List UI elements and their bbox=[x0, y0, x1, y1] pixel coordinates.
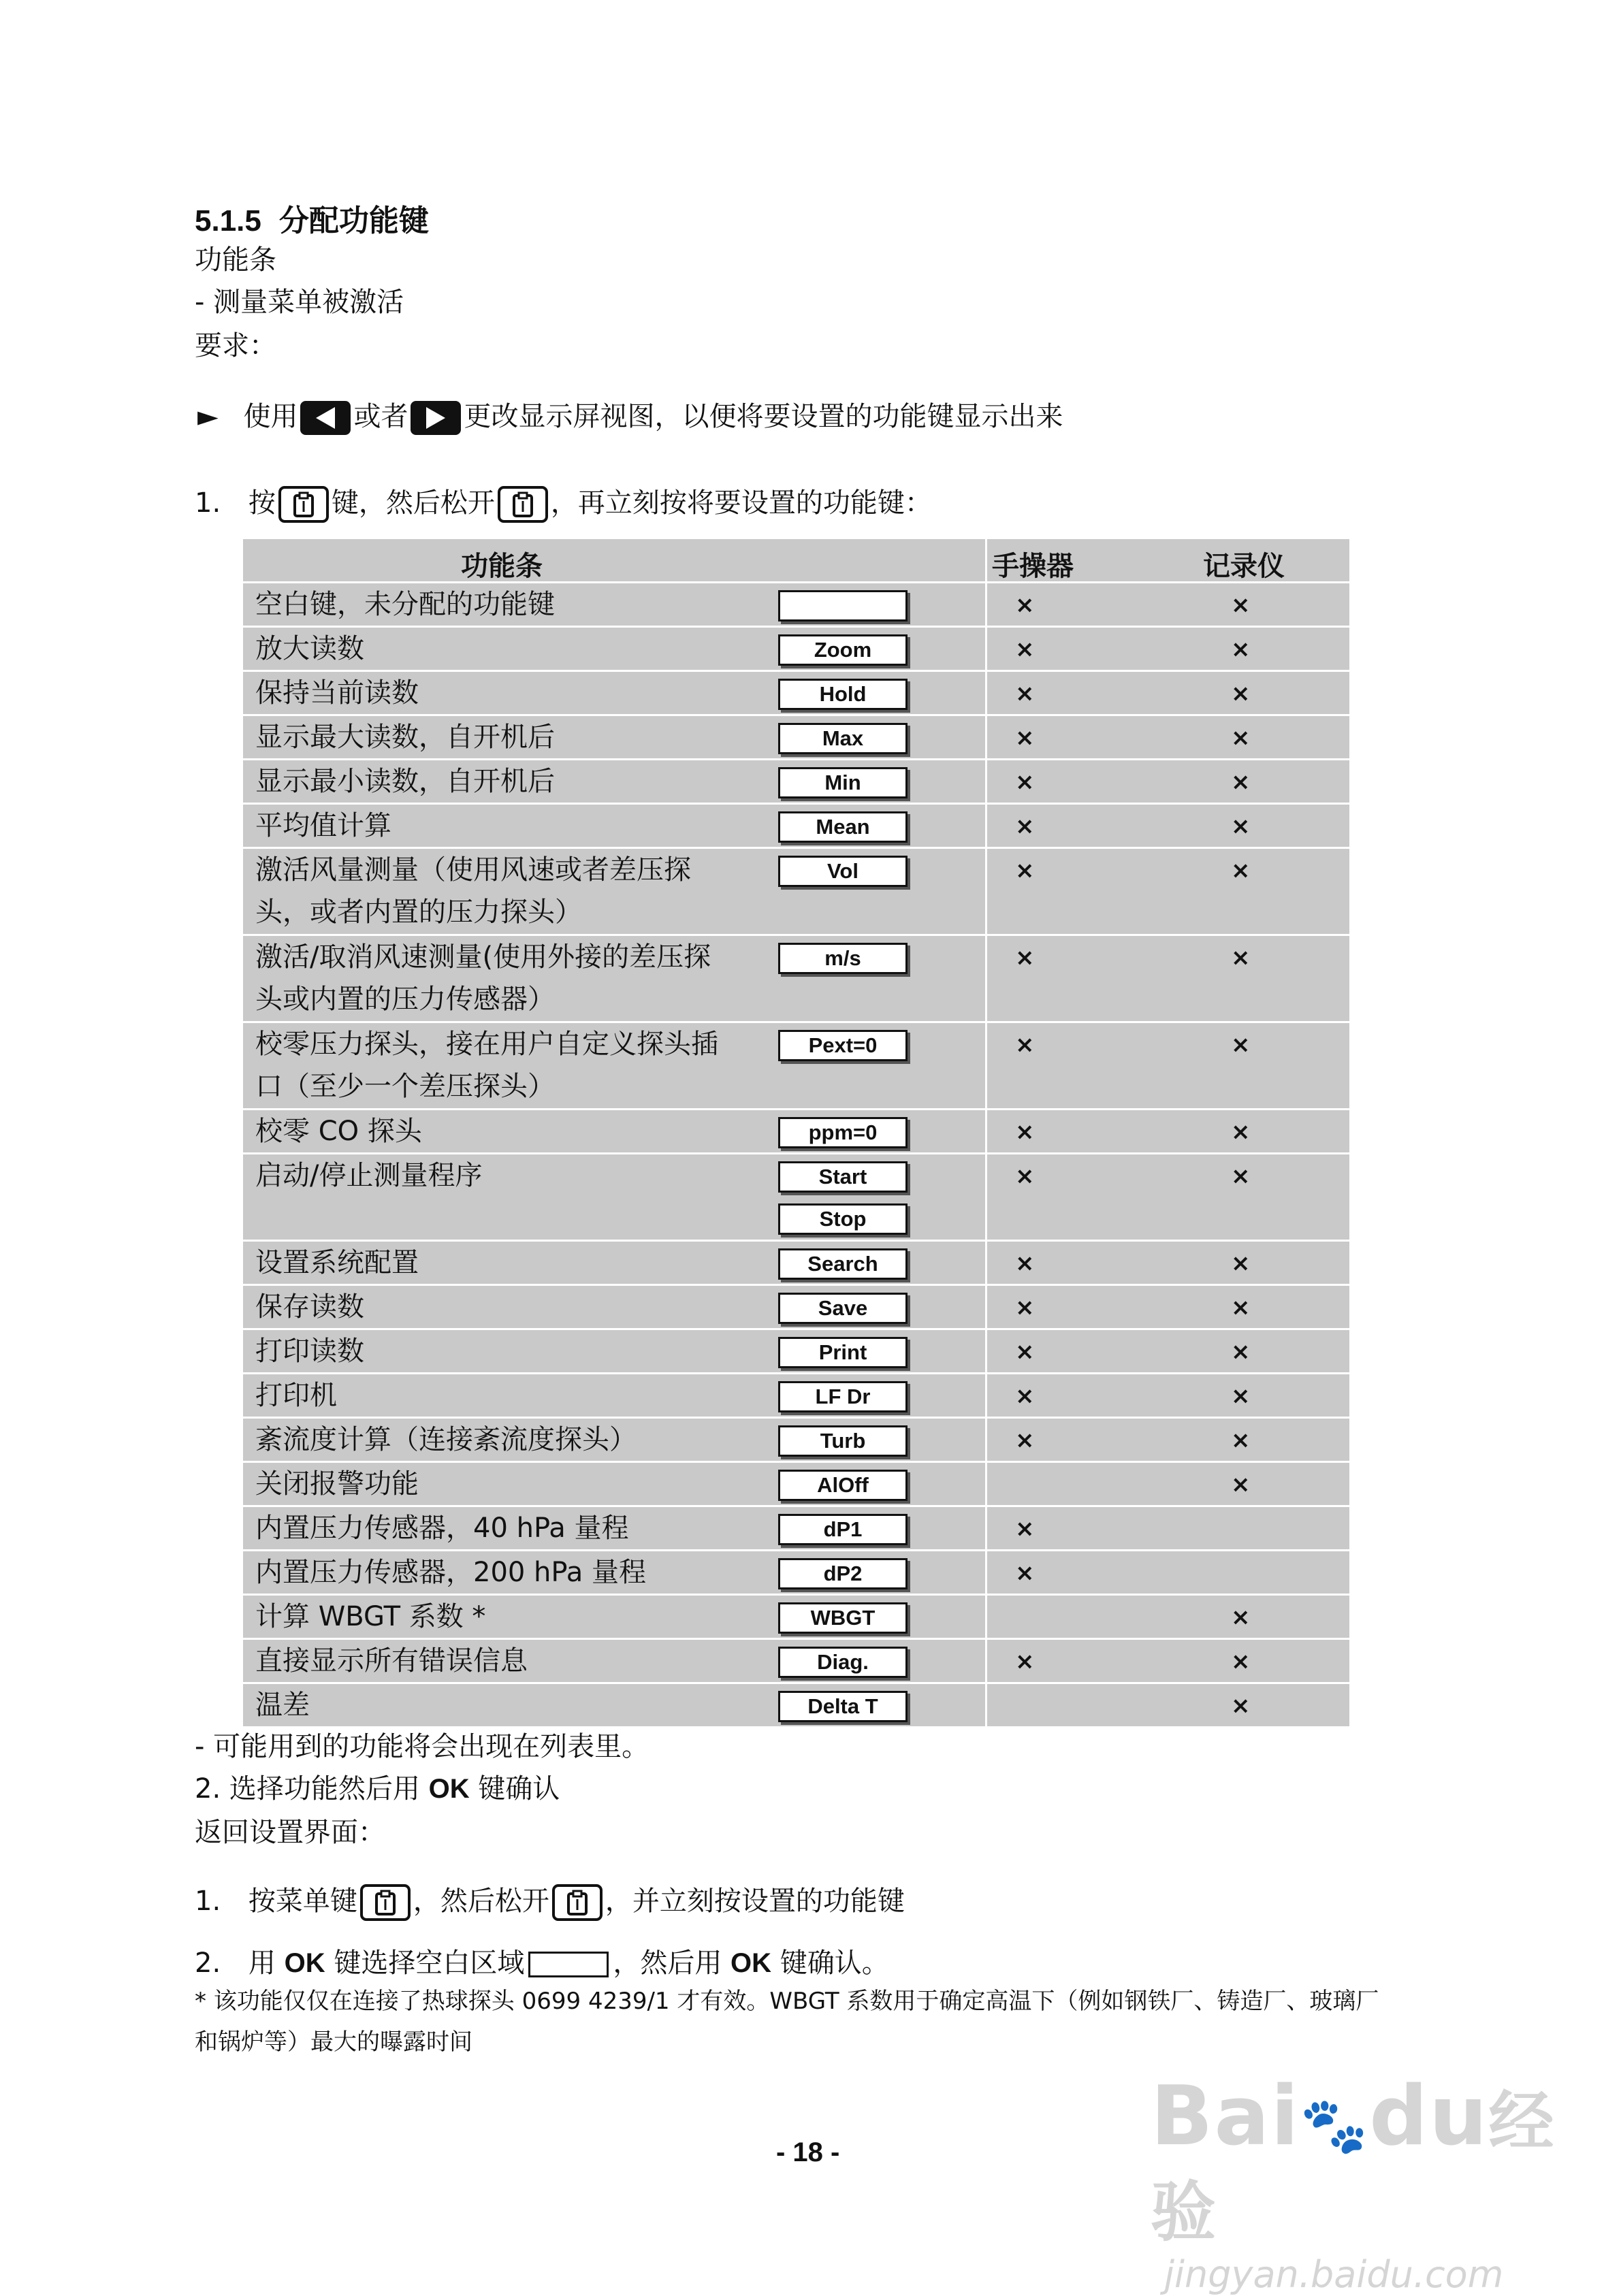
handheld-mark: × bbox=[1015, 813, 1035, 840]
function-text: 显示最小读数，自开机后 bbox=[255, 766, 555, 797]
function-text: 空白键，未分配的功能键 bbox=[255, 589, 555, 620]
function-key-button: Diag. bbox=[778, 1647, 908, 1678]
function-text: 关闭报警功能 bbox=[255, 1468, 419, 1500]
column-separator bbox=[985, 672, 987, 714]
function-key-button: AlOff bbox=[778, 1470, 908, 1501]
step-1 bbox=[195, 486, 932, 523]
logger-mark: × bbox=[1231, 1294, 1251, 1321]
return-label: 返回设置界面： bbox=[195, 1817, 385, 1848]
column-separator bbox=[985, 1374, 987, 1417]
function-key-button: Print bbox=[778, 1337, 908, 1368]
ok-key-label: OK bbox=[284, 1948, 325, 1978]
table-row bbox=[243, 1372, 1349, 1417]
step-1-num: 1. bbox=[195, 487, 221, 519]
handheld-mark: × bbox=[1015, 1427, 1035, 1454]
logger-mark: × bbox=[1231, 724, 1251, 751]
column-separator bbox=[985, 628, 987, 670]
logger-mark: × bbox=[1231, 680, 1251, 707]
column-separator bbox=[985, 1330, 987, 1372]
logger-mark: × bbox=[1231, 1163, 1251, 1190]
table-row bbox=[243, 581, 1349, 626]
ok-key-label: OK bbox=[428, 1774, 470, 1804]
table-row bbox=[243, 934, 1349, 1021]
function-text-continued: 口（至少一个差压探头） bbox=[255, 1071, 555, 1102]
table-row bbox=[243, 803, 1349, 847]
handheld-mark: × bbox=[1015, 1338, 1035, 1365]
step-arrow-mid: 或者 bbox=[353, 401, 408, 432]
table-row bbox=[243, 1284, 1349, 1328]
column-separator bbox=[985, 1110, 987, 1152]
step-2 bbox=[195, 1773, 560, 1805]
ok-key-label: OK bbox=[731, 1948, 772, 1978]
return-step-1-pre: 按菜单键 bbox=[248, 1886, 357, 1917]
function-text: 平均值计算 bbox=[255, 810, 391, 841]
table-row bbox=[243, 1240, 1349, 1284]
watermark-url: jingyan.baidu.com bbox=[1164, 2253, 1504, 2296]
step-1-mid: 键，然后松开 bbox=[331, 487, 495, 519]
function-text: 温差 bbox=[255, 1689, 310, 1721]
function-key-button: Min bbox=[778, 767, 908, 798]
function-key-button: Stop bbox=[778, 1203, 908, 1235]
step-2-post: 键确认 bbox=[469, 1773, 560, 1805]
handheld-mark: × bbox=[1015, 592, 1035, 619]
function-key-button: dP2 bbox=[778, 1558, 908, 1589]
step-1-post: ，再立刻按将要设置的功能键： bbox=[550, 487, 932, 519]
function-key-button: ppm=0 bbox=[778, 1117, 908, 1148]
handheld-mark: × bbox=[1015, 1294, 1035, 1321]
table-row bbox=[243, 1594, 1349, 1638]
blank-field-icon bbox=[528, 1952, 609, 1977]
menu-key-icon bbox=[552, 1884, 603, 1921]
function-key-button: Pext=0 bbox=[778, 1030, 908, 1061]
return-step-2-post: 键确认。 bbox=[771, 1947, 889, 1979]
table-row bbox=[243, 1505, 1349, 1549]
requirement-label: 要求： bbox=[195, 330, 276, 361]
left-key-icon bbox=[300, 401, 351, 435]
return-step-2-pre: 用 bbox=[248, 1947, 285, 1979]
header-logger: 记录仪 bbox=[1203, 551, 1285, 582]
table-row bbox=[243, 847, 1349, 934]
column-separator bbox=[985, 805, 987, 847]
arrow-bullet: ► bbox=[197, 401, 219, 432]
step-2-pre: 2. 选择功能然后用 bbox=[195, 1773, 429, 1805]
column-separator bbox=[985, 936, 987, 1021]
function-key-button: Hold bbox=[778, 679, 908, 710]
logger-mark: × bbox=[1231, 1427, 1251, 1454]
table-row bbox=[243, 1549, 1349, 1594]
function-key-button: Vol bbox=[778, 856, 908, 887]
column-separator bbox=[985, 1507, 987, 1549]
handheld-mark: × bbox=[1015, 1648, 1035, 1675]
column-separator bbox=[985, 583, 987, 626]
logger-mark: × bbox=[1231, 769, 1251, 796]
function-text: 紊流度计算（连接紊流度探头） bbox=[255, 1424, 637, 1455]
function-text-continued: 头，或者内置的压力探头） bbox=[255, 896, 582, 928]
page-number: - 18 - bbox=[776, 2137, 840, 2167]
table-row bbox=[243, 1638, 1349, 1682]
step-arrow-pre: 使用 bbox=[243, 401, 298, 432]
function-key-button: dP1 bbox=[778, 1514, 908, 1545]
column-separator bbox=[985, 1154, 987, 1240]
step-1-pre: 按 bbox=[248, 487, 276, 519]
watermark-cn: 经验 bbox=[1151, 2084, 1556, 2250]
handheld-mark: × bbox=[1015, 1383, 1035, 1410]
function-key-button: WBGT bbox=[778, 1602, 908, 1634]
function-text: 内置压力传感器，40 hPa 量程 bbox=[255, 1513, 629, 1544]
return-step-1 bbox=[195, 1884, 905, 1921]
function-key-button: m/s bbox=[778, 943, 908, 974]
footnote-line-1: * 该功能仅仅在连接了热球探头 0699 4239/1 才有效。WBGT 系数用于确定高温下（例如钢铁厂、铸造厂、玻璃厂 bbox=[195, 1988, 1379, 2015]
function-key-button: Turb bbox=[778, 1425, 908, 1457]
table-row bbox=[243, 1108, 1349, 1152]
watermark-brand-2: du bbox=[1369, 2069, 1489, 2164]
function-key-button: Save bbox=[778, 1293, 908, 1324]
function-text-continued: 头或内置的压力传感器） bbox=[255, 984, 555, 1015]
logger-mark: × bbox=[1231, 1648, 1251, 1675]
column-separator bbox=[985, 1023, 987, 1108]
column-separator bbox=[985, 849, 987, 934]
column-separator bbox=[985, 1463, 987, 1505]
header-function: 功能条 bbox=[461, 551, 543, 582]
table-header bbox=[243, 539, 1349, 581]
right-key-icon bbox=[411, 401, 461, 435]
column-separator bbox=[985, 539, 987, 581]
column-separator bbox=[985, 1684, 987, 1726]
handheld-mark: × bbox=[1015, 944, 1035, 971]
column-separator bbox=[985, 1551, 987, 1594]
subheading: 功能条 bbox=[195, 244, 276, 276]
function-text: 启动/停止测量程序 bbox=[255, 1160, 483, 1191]
function-key-button: Max bbox=[778, 723, 908, 754]
column-separator bbox=[985, 760, 987, 803]
column-separator bbox=[985, 1596, 987, 1638]
function-text: 放大读数 bbox=[255, 633, 364, 664]
section-number: 5.1.5 bbox=[195, 204, 261, 238]
handheld-mark: × bbox=[1015, 1118, 1035, 1146]
watermark-brand: Bai bbox=[1151, 2069, 1300, 2164]
watermark-paw-icon: 🐾 bbox=[1300, 2094, 1370, 2157]
handheld-mark: × bbox=[1015, 1559, 1035, 1587]
column-separator bbox=[985, 1242, 987, 1284]
function-text: 保持当前读数 bbox=[255, 677, 419, 709]
table-row bbox=[243, 1461, 1349, 1505]
handheld-mark: × bbox=[1015, 724, 1035, 751]
return-step-1-post: ，并立刻按设置的功能键 bbox=[605, 1886, 905, 1917]
table-row bbox=[243, 758, 1349, 803]
function-key-button: LF Dr bbox=[778, 1381, 908, 1412]
handheld-mark: × bbox=[1015, 636, 1035, 663]
logger-mark: × bbox=[1231, 1338, 1251, 1365]
function-text: 激活风量测量（使用风速或者差压探 bbox=[255, 854, 691, 886]
handheld-mark: × bbox=[1015, 769, 1035, 796]
step-arrow bbox=[197, 400, 1063, 435]
table-row bbox=[243, 1021, 1349, 1108]
handheld-mark: × bbox=[1015, 1250, 1035, 1277]
function-text: 激活/取消风速测量(使用外接的差压探 bbox=[255, 941, 711, 973]
after-table-note: - 可能用到的功能将会出现在列表里。 bbox=[195, 1731, 649, 1762]
return-step-1-mid: ，然后松开 bbox=[413, 1886, 549, 1917]
table-row bbox=[243, 1328, 1349, 1372]
table-row bbox=[243, 1152, 1349, 1240]
menu-key-icon bbox=[498, 486, 548, 523]
return-step-2-mid2: ，然后用 bbox=[613, 1947, 731, 1979]
return-step-2-num: 2. bbox=[195, 1947, 221, 1979]
logger-mark: × bbox=[1231, 1250, 1251, 1277]
step-arrow-post: 更改显示屏视图，以便将要设置的功能键显示出来 bbox=[464, 401, 1063, 432]
precondition: - 测量菜单被激活 bbox=[195, 287, 404, 318]
logger-mark: × bbox=[1231, 944, 1251, 971]
function-text: 保存读数 bbox=[255, 1291, 364, 1323]
table-row bbox=[243, 1682, 1349, 1726]
function-text: 内置压力传感器，200 hPa 量程 bbox=[255, 1557, 646, 1588]
function-key-button: Search bbox=[778, 1248, 908, 1280]
function-text: 打印机 bbox=[255, 1380, 337, 1411]
function-text: 计算 WBGT 系数 * bbox=[255, 1601, 486, 1632]
header-handheld: 手操器 bbox=[992, 551, 1074, 582]
logger-mark: × bbox=[1231, 1383, 1251, 1410]
function-text: 打印读数 bbox=[255, 1336, 364, 1367]
column-separator bbox=[985, 1286, 987, 1328]
function-text: 校零 CO 探头 bbox=[255, 1116, 422, 1147]
function-key-button: Start bbox=[778, 1161, 908, 1193]
blank-function-key-button bbox=[778, 590, 908, 621]
section-heading bbox=[195, 196, 429, 240]
logger-mark: × bbox=[1231, 857, 1251, 884]
table-row bbox=[243, 714, 1349, 758]
table-row bbox=[243, 626, 1349, 670]
logger-mark: × bbox=[1231, 1692, 1251, 1719]
function-key-button: Delta T bbox=[778, 1691, 908, 1722]
table-row bbox=[243, 1417, 1349, 1461]
footnote-line-2: 和锅炉等）最大的曝露时间 bbox=[195, 2028, 472, 2056]
function-key-table bbox=[243, 539, 1349, 1726]
column-separator bbox=[985, 1640, 987, 1682]
return-step-2 bbox=[195, 1947, 889, 1979]
logger-mark: × bbox=[1231, 1604, 1251, 1631]
logger-mark: × bbox=[1231, 1118, 1251, 1146]
section-title: 分配功能键 bbox=[278, 204, 429, 238]
handheld-mark: × bbox=[1015, 1515, 1035, 1542]
handheld-mark: × bbox=[1015, 857, 1035, 884]
handheld-mark: × bbox=[1015, 1163, 1035, 1190]
handheld-mark: × bbox=[1015, 1031, 1035, 1058]
function-text: 直接显示所有错误信息 bbox=[255, 1645, 528, 1677]
menu-key-icon bbox=[360, 1884, 411, 1921]
logger-mark: × bbox=[1231, 813, 1251, 840]
function-key-button: Zoom bbox=[778, 634, 908, 666]
return-step-1-num: 1. bbox=[195, 1886, 221, 1917]
return-step-2-mid: 键选择空白区域 bbox=[325, 1947, 525, 1979]
function-text: 设置系统配置 bbox=[255, 1247, 419, 1278]
logger-mark: × bbox=[1231, 636, 1251, 663]
menu-key-icon bbox=[278, 486, 329, 523]
logger-mark: × bbox=[1231, 592, 1251, 619]
column-separator bbox=[985, 716, 987, 758]
function-key-button: Mean bbox=[778, 811, 908, 843]
column-separator bbox=[985, 1419, 987, 1461]
logger-mark: × bbox=[1231, 1471, 1251, 1498]
table-row bbox=[243, 670, 1349, 714]
function-text: 校零压力探头，接在用户自定义探头插 bbox=[255, 1029, 718, 1060]
function-text: 显示最大读数，自开机后 bbox=[255, 722, 555, 753]
logger-mark: × bbox=[1231, 1031, 1251, 1058]
handheld-mark: × bbox=[1015, 680, 1035, 707]
baidu-watermark bbox=[1151, 2069, 1621, 2296]
